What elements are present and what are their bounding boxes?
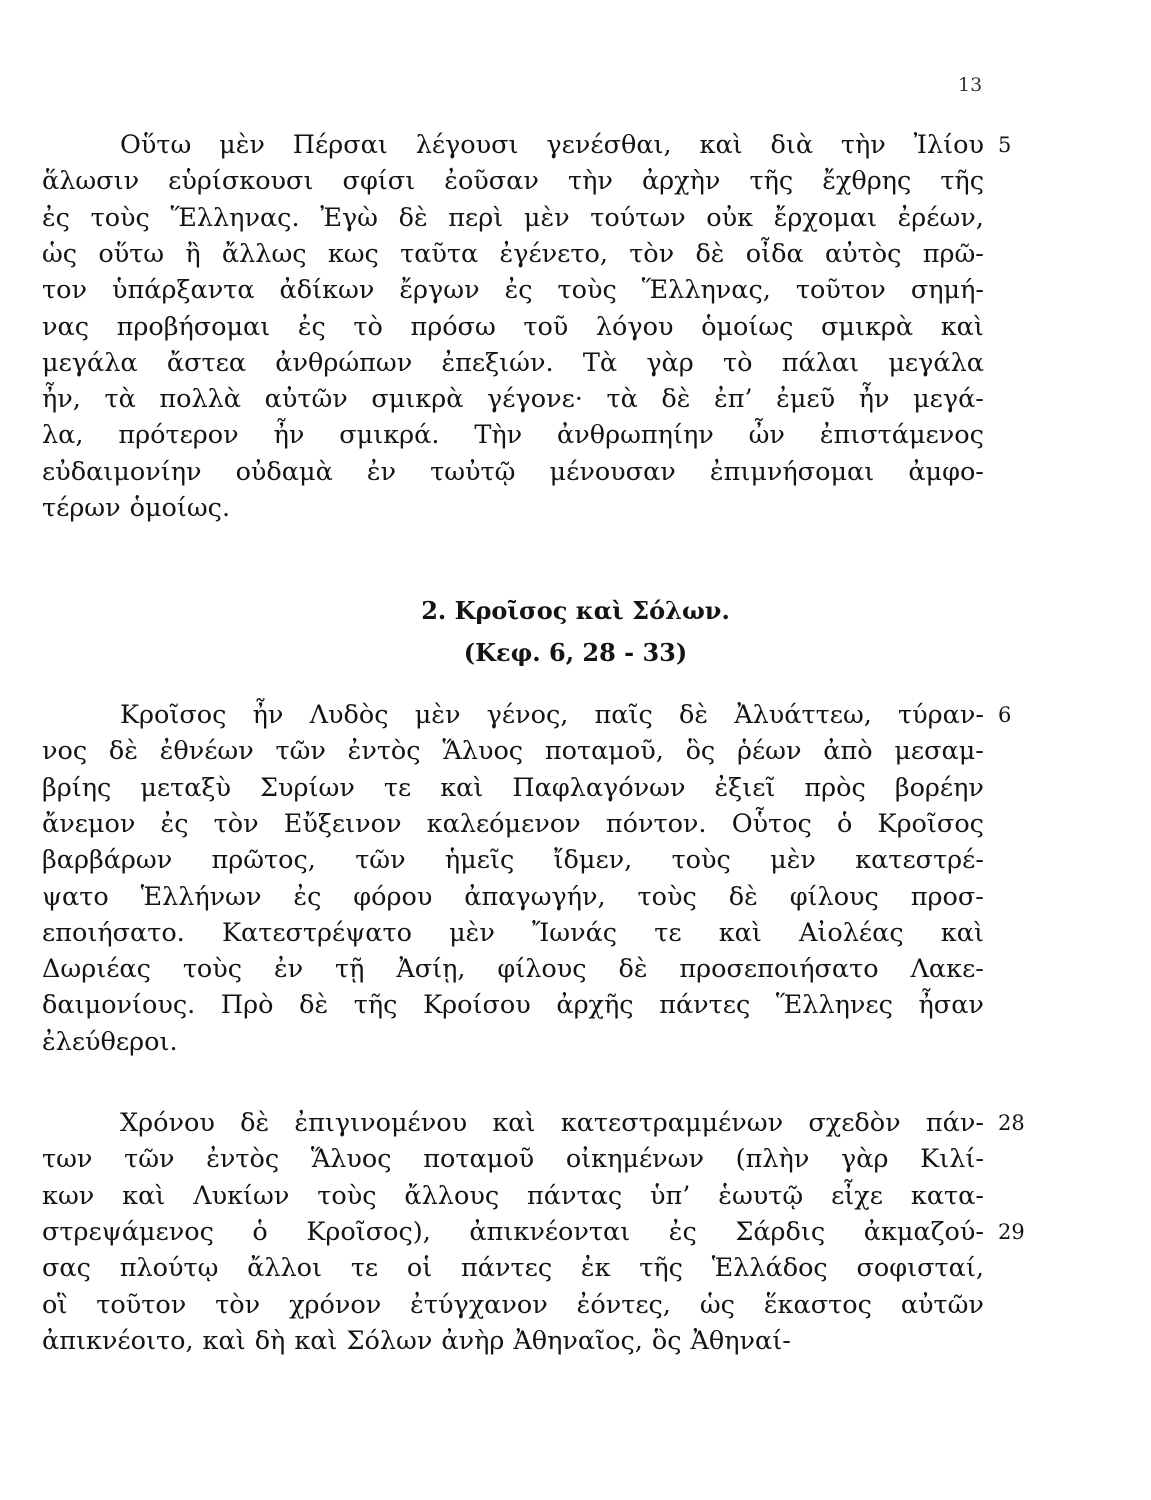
word: ἐοῦσαν: [444, 166, 539, 197]
word: σας: [42, 1253, 91, 1284]
word: διὰ: [770, 130, 814, 160]
word: τῆς: [353, 990, 398, 1021]
text-line: [42, 1250, 984, 1286]
word: καὶ: [202, 1325, 246, 1356]
word: γενέσθαι,: [546, 130, 672, 160]
word: τῶν: [355, 845, 406, 876]
word: πρόσω: [410, 311, 496, 342]
word: φίλους: [789, 881, 879, 912]
word: Σάρδις: [735, 1216, 826, 1247]
word: ἔργων: [399, 275, 480, 306]
word: τῆς: [639, 1253, 683, 1284]
word: στρεψάμενος: [42, 1216, 214, 1247]
word: ὃς: [685, 736, 716, 767]
word: ἀνθρωπηίην: [557, 420, 714, 451]
word: αὐτῶν: [264, 384, 348, 415]
word: ἀρχῆς: [556, 990, 634, 1021]
word: Ἅλυος: [442, 736, 524, 767]
text-line: [120, 697, 984, 733]
text-line: [42, 733, 984, 769]
margin-line-number: 28: [998, 1111, 1025, 1135]
word: τὸν: [215, 1289, 261, 1320]
word: τὸ: [353, 311, 383, 342]
word: περὶ: [448, 202, 504, 233]
text-line: [42, 806, 984, 842]
word: Λυδὸς: [309, 700, 389, 730]
word: ἐς: [504, 275, 533, 306]
word: σμικρὰ: [371, 384, 464, 415]
word: Ἀθηναῖος,: [513, 1325, 643, 1356]
word: τοὺς: [90, 202, 150, 233]
word: Τὰ: [582, 347, 618, 378]
word: ποταμοῦ: [423, 1144, 535, 1175]
word: πλούτῳ: [119, 1253, 219, 1284]
word: ἦν,: [42, 384, 81, 415]
word: Κροῖσος),: [306, 1216, 431, 1247]
word: κως: [327, 238, 379, 269]
text-line: [42, 381, 984, 417]
word: Λακε-: [910, 954, 984, 985]
word: ἐπ’: [714, 384, 753, 415]
text-line: [42, 879, 984, 915]
word: Ἑλλήνων: [140, 881, 262, 912]
word: ὁ: [837, 808, 853, 839]
word: χρόνον: [289, 1289, 382, 1320]
word: ἡμεῖς: [444, 845, 515, 876]
word: ἑωυτῷ: [718, 1180, 804, 1211]
word: προσεποιήσατο: [679, 954, 879, 985]
word: τῶν: [275, 736, 326, 767]
word: ἐτύγχανον: [410, 1289, 548, 1320]
word: ὡς: [699, 1289, 735, 1320]
text-line: [42, 490, 984, 526]
word: κατα-: [910, 1180, 984, 1211]
word: οὕτω: [98, 238, 165, 269]
word: αὐτὸς: [824, 238, 902, 269]
word: τον: [42, 275, 87, 306]
word: καὶ: [294, 1325, 338, 1356]
word: νας: [42, 311, 90, 342]
text-line: [42, 1323, 984, 1359]
margin-line-number: 6: [998, 703, 1012, 727]
word: οἰκημένων: [565, 1144, 704, 1175]
word: σχεδὸν: [808, 1108, 901, 1138]
word: Χρόνου: [120, 1108, 215, 1138]
word: δαιμονίους.: [42, 990, 196, 1021]
word: ἐντὸς: [206, 1144, 280, 1175]
word: οὐδαμὰ: [235, 456, 333, 487]
word: πάντες: [659, 990, 751, 1021]
word: ἔρχομαι: [773, 202, 877, 233]
word: ἄλλως: [221, 238, 307, 269]
text-line: [120, 1105, 984, 1141]
word: φόρου: [353, 881, 433, 912]
word: σοφισταί,: [856, 1253, 984, 1284]
word: τούτων: [590, 202, 686, 233]
word: ἐν: [366, 456, 397, 487]
word: ψατο: [42, 881, 109, 912]
word: σημή-: [910, 275, 984, 306]
word: καὶ: [940, 311, 984, 342]
word: εἶχε: [831, 1180, 883, 1211]
text-line: [42, 770, 984, 806]
word: Ἐγὼ: [320, 202, 378, 233]
word: Ἀσίῃ,: [396, 954, 466, 985]
word: ἅλωσιν: [42, 166, 140, 197]
section-title: 2. Κροῖσος καὶ Σόλων.: [421, 596, 730, 625]
word: Ἑλλάδος: [711, 1253, 828, 1284]
word: μὲν: [449, 917, 495, 948]
word: ἀπαγωγήν,: [464, 881, 606, 912]
word: Ἰλίου: [913, 130, 984, 160]
text-line: [42, 163, 984, 199]
word: ἦσαν: [918, 990, 984, 1021]
word: Κροίσου: [423, 990, 531, 1021]
word: τέρων: [42, 493, 121, 523]
text-line: [42, 200, 984, 236]
word: ῥέων: [736, 736, 802, 767]
word: δὲ: [108, 736, 138, 767]
word: ἐς: [668, 1216, 697, 1247]
word: τῆς: [940, 166, 984, 197]
word: ἄνεμον: [42, 808, 136, 839]
word: ἀπικνέοιτο,: [42, 1325, 194, 1356]
text-line: [42, 417, 984, 453]
word: λέγουσι: [415, 130, 519, 160]
word: ἔχθρης: [822, 166, 912, 197]
word: καὶ: [492, 1108, 536, 1138]
word: Ἕλληνας,: [641, 275, 771, 306]
text-line: [120, 127, 984, 163]
word: Αἰολέας: [799, 917, 904, 948]
word: τοῦ: [523, 311, 569, 342]
word: μὲν: [414, 700, 461, 730]
word: ἀνθρώπων: [275, 347, 413, 378]
word: ὁμοίως.: [129, 493, 231, 523]
word: τῇ: [335, 954, 365, 985]
word: τοὺς: [557, 275, 617, 306]
word: ὦν: [748, 420, 785, 451]
word: τῆς: [749, 166, 794, 197]
word: βαρβάρων: [42, 845, 173, 876]
word: ἐμεῦ: [776, 384, 836, 415]
word: μεγάλα: [42, 347, 138, 378]
word: μὲν: [770, 845, 816, 876]
word: ἐρέων,: [897, 202, 984, 233]
word: Κροῖσος: [877, 808, 984, 839]
text-line: [42, 236, 984, 272]
word: ὡς: [42, 238, 78, 269]
word: τε: [350, 1253, 379, 1284]
word: ἐγένετο,: [499, 238, 608, 269]
word: δὲ: [299, 990, 329, 1021]
word: ἀδίκων: [279, 275, 375, 306]
word: τῶν: [124, 1144, 175, 1175]
word: ἄστεα: [166, 347, 247, 378]
word: Ἀθηναί-: [690, 1325, 791, 1356]
word: ἐπιστάμενος: [819, 420, 984, 451]
word: Σόλων: [346, 1325, 433, 1356]
word: ὑπ’: [650, 1180, 691, 1211]
word: ὃς: [651, 1325, 682, 1356]
word: τὸν: [213, 808, 259, 839]
margin-line-number: 29: [998, 1219, 1025, 1244]
word: καὶ: [440, 772, 484, 803]
word: Τὴν: [474, 420, 523, 451]
word: γὰρ: [646, 347, 694, 378]
word: καλεόμενον: [426, 808, 581, 839]
text-line: [42, 915, 984, 951]
word: Ἕλληνας.: [170, 202, 300, 233]
word: τε: [383, 772, 412, 803]
word: τε: [654, 917, 682, 948]
word: Παφλαγόνων: [512, 772, 686, 803]
word: Ἅλυος: [310, 1144, 392, 1175]
word: προσ-: [910, 881, 984, 912]
word: ἐθνέων: [159, 736, 254, 767]
word: ἦν: [273, 420, 305, 451]
word: πάντες: [461, 1253, 553, 1284]
word: τοὺς: [182, 954, 243, 985]
word: ἴδμεν,: [553, 845, 633, 876]
word: ἀκμαζού-: [863, 1216, 984, 1247]
word: οἳ: [42, 1289, 68, 1320]
word: πάντας: [527, 1180, 623, 1211]
word: ταῦτα: [400, 238, 479, 269]
word: τὰ: [104, 384, 136, 415]
word: ἀμφο-: [908, 456, 984, 487]
word: ἦν: [252, 700, 284, 730]
word: δὲ: [678, 700, 709, 730]
word: τὸ: [723, 347, 753, 378]
word: γὰρ: [841, 1144, 889, 1175]
word: πάλαι: [781, 347, 860, 378]
text-line: [42, 1287, 984, 1323]
word: ἐς: [42, 202, 70, 233]
word: μεσαμ-: [894, 736, 984, 767]
word: ἐς: [160, 808, 189, 839]
word: ὁμοίως: [701, 311, 794, 342]
word: τὸν: [629, 238, 675, 269]
word: ἐντὸς: [347, 736, 421, 767]
word: Συρίων: [260, 772, 355, 803]
word: Πρὸ: [220, 990, 274, 1021]
word: ἀνὴρ: [441, 1325, 505, 1356]
page-number: 13: [958, 74, 983, 96]
word: Ἀλυάττεω,: [734, 700, 872, 730]
word: τοὺς: [317, 1180, 377, 1211]
word: ἐκ: [580, 1253, 611, 1284]
word: νος: [42, 736, 88, 767]
word: ἦν: [858, 384, 890, 415]
word: δὴ: [254, 1325, 286, 1356]
word: αὐτῶν: [900, 1289, 984, 1320]
word: δὲ: [661, 384, 691, 415]
word: πρὸς: [804, 772, 866, 803]
word: ἐπιμνήσομαι: [709, 456, 875, 487]
word: ἐπιγινομένου: [294, 1108, 468, 1138]
word: καὶ: [718, 917, 762, 948]
text-line: [42, 1178, 984, 1214]
word: δὲ: [618, 954, 648, 985]
word: τὴν: [568, 166, 613, 197]
word: σφίσι: [342, 166, 416, 197]
word: ἕκαστος: [763, 1289, 872, 1320]
word: τοῦτον: [96, 1289, 187, 1320]
word: δὲ: [240, 1108, 270, 1138]
word: πολλὰ: [159, 384, 242, 415]
word: ἐς: [293, 881, 322, 912]
word: Κιλί-: [920, 1144, 984, 1175]
word: μὲν: [219, 130, 265, 160]
word: ἀπικνέονται: [469, 1216, 631, 1247]
word: πάν-: [925, 1108, 984, 1138]
word: τοὺς: [637, 881, 697, 912]
text-line: [42, 345, 984, 381]
word: μένουσαν: [549, 456, 676, 487]
word: τοῦτον: [795, 275, 886, 306]
word: κατεστρέ-: [855, 845, 984, 876]
word: δὲ: [398, 202, 428, 233]
word: πόντον.: [605, 808, 707, 839]
word: ποταμοῦ,: [544, 736, 664, 767]
word: ἐλεύθεροι.: [42, 1026, 178, 1057]
word: Δωριέας: [42, 954, 151, 985]
word: γέγονε·: [487, 384, 583, 415]
word: ἐξιεῖ: [714, 772, 776, 803]
word: Ἴωνάς: [531, 917, 618, 948]
word: μεταξὺ: [140, 772, 231, 803]
word: πρῶτος,: [211, 845, 316, 876]
text-line: [42, 309, 984, 345]
word: μὲν: [523, 202, 570, 233]
word: ἄλλους: [404, 1180, 500, 1211]
word: λα,: [42, 420, 84, 451]
word: ὁ: [252, 1216, 268, 1247]
word: προβήσομαι: [116, 311, 271, 342]
word: οὐκ: [706, 202, 754, 233]
word: Οὕτω: [120, 130, 192, 160]
word: ἐν: [273, 954, 304, 985]
word: τοὺς: [671, 845, 731, 876]
word: δὲ: [728, 881, 758, 912]
word: ἄλλοι: [247, 1253, 323, 1284]
word: ἢ: [185, 238, 201, 269]
text-line: [42, 1214, 984, 1250]
word: ἀπὸ: [823, 736, 873, 767]
word: παῖς: [594, 700, 653, 730]
word: Κροῖσος: [120, 700, 227, 730]
word: τύραν-: [898, 700, 984, 730]
text-line: [42, 272, 984, 308]
word: κων: [42, 1180, 95, 1211]
word: καὶ: [699, 130, 743, 160]
word: μεγά-: [913, 384, 984, 415]
word: οἶδα: [745, 238, 804, 269]
word: οἱ: [406, 1253, 433, 1284]
word: ἀρχὴν: [641, 166, 721, 197]
word: πρότερον: [118, 420, 239, 451]
word: Λυκίων: [193, 1180, 290, 1211]
word: ὑπάρξαντα: [111, 275, 255, 306]
word: μεγάλα: [888, 347, 984, 378]
word: καὶ: [940, 917, 984, 948]
word: καὶ: [122, 1180, 166, 1211]
word: των: [42, 1144, 93, 1175]
word: (πλὴν: [735, 1144, 810, 1175]
word: Πέρσαι: [292, 130, 388, 160]
word: ἐς: [297, 311, 326, 342]
text-line: [42, 951, 984, 987]
word: τωὐτῷ: [430, 456, 516, 487]
word: λόγου: [595, 311, 674, 342]
text-line: [42, 987, 984, 1023]
text-line: [42, 1141, 984, 1177]
word: εποιήσατο.: [42, 917, 185, 948]
text-line: [42, 842, 984, 878]
word: κατεστραμμένων: [560, 1108, 784, 1138]
word: δὲ: [695, 238, 725, 269]
word: εὑρίσκουσι: [168, 166, 314, 197]
word: εὐδαιμονίην: [42, 456, 202, 487]
word: σμικρὰ: [821, 311, 914, 342]
word: τὰ: [606, 384, 638, 415]
section-reference: (Κεφ. 6, 28 - 33): [463, 638, 688, 667]
word: πρῶ-: [922, 238, 984, 269]
word: βορέην: [894, 772, 984, 803]
word: Οὗτος: [731, 808, 812, 839]
text-line: [42, 1024, 984, 1060]
word: Εὔξεινον: [283, 808, 402, 839]
text-line: [42, 454, 984, 490]
word: ἐπεξιών.: [441, 347, 554, 378]
word: σμικρά.: [339, 420, 440, 451]
word: Κατεστρέψατο: [221, 917, 412, 948]
word: φίλους: [497, 954, 587, 985]
word: Ἕλληνες: [775, 990, 893, 1021]
word: τὴν: [840, 130, 886, 160]
word: γένος,: [486, 700, 569, 730]
word: βρίης: [42, 772, 112, 803]
word: ἐόντες,: [576, 1289, 671, 1320]
margin-line-number: 5: [998, 133, 1012, 157]
